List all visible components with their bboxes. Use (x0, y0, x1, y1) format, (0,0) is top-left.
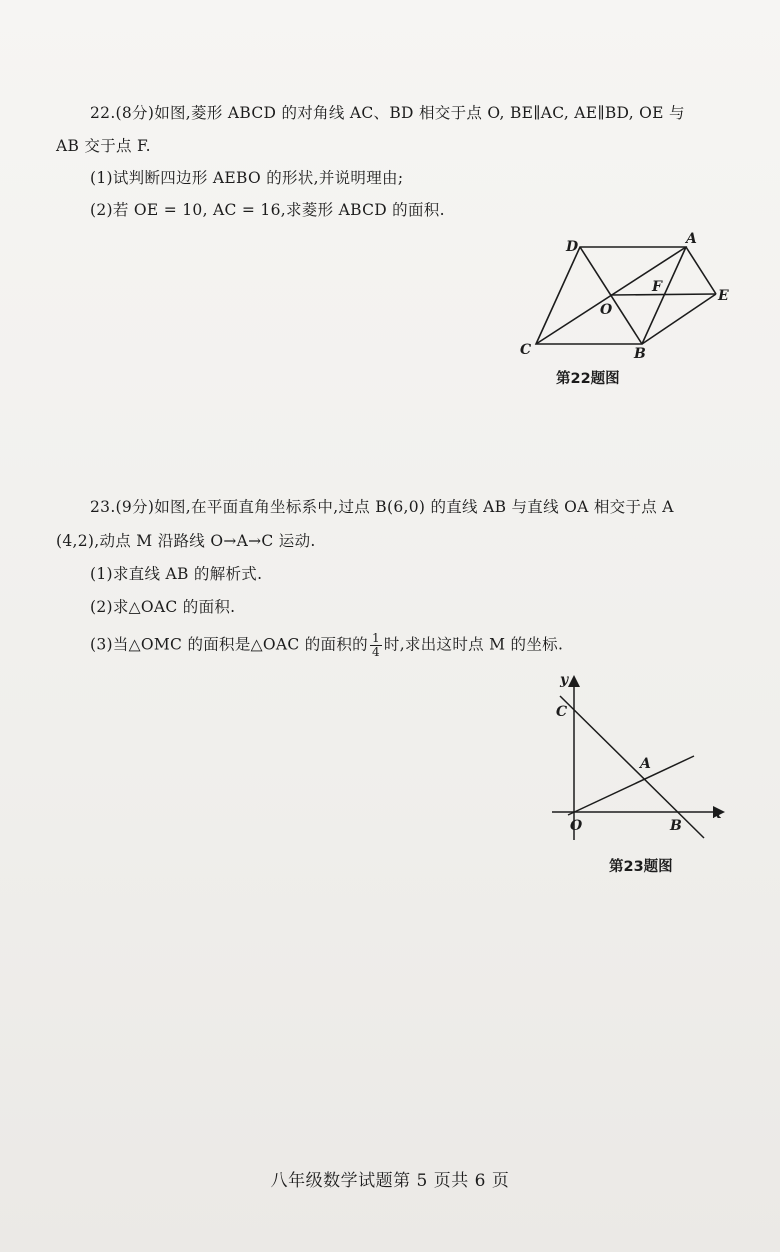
line-oa (568, 756, 694, 815)
q22-part1: (1)试判断四边形 AEBO 的形状,并说明理由; (90, 169, 404, 187)
label-c: C (520, 342, 532, 358)
label-e: E (718, 288, 729, 304)
segment-ae (686, 247, 716, 294)
label-b: B (634, 346, 646, 362)
segment-oe (611, 294, 716, 295)
q23-line1: 23.(9分)如图,在平面直角坐标系中,过点 B(6,0) 的直线 AB 与直线 OA 相交于点 A (90, 498, 674, 516)
label-a: A (686, 232, 697, 247)
line-ab (560, 696, 704, 838)
q22-figure (510, 232, 740, 362)
fraction-one-quarter (370, 632, 382, 659)
q23-part2: (2)求△OAC 的面积. (90, 598, 236, 616)
label-o: O (570, 818, 583, 834)
q22-caption: 第22题图 (556, 371, 620, 387)
q23-caption: 第23题图 (609, 859, 673, 875)
q23-part3 (90, 632, 563, 659)
q22-line2: AB 交于点 F. (56, 137, 151, 155)
fraction-denominator: 4 (371, 645, 380, 659)
label-d: D (566, 239, 579, 255)
label-c: C (556, 704, 568, 720)
q22-part2: (2)若 OE = 10, AC = 16,求菱形 ABCD 的面积. (90, 201, 445, 219)
page-footer: 八年级数学试题第 5 页共 6 页 (270, 1171, 510, 1191)
q22-line1: 22.(8分)如图,菱形 ABCD 的对角线 AC、BD 相交于点 O, BE∥AC, AE∥BD, OE 与 (90, 104, 685, 122)
label-a: A (640, 756, 651, 772)
fraction-numerator: 1 (371, 631, 380, 645)
label-f: F (652, 279, 662, 295)
label-x: x (713, 806, 722, 822)
label-b: B (670, 818, 682, 834)
q23-part3-prefix: (3)当△OMC 的面积是△OAC 的面积的 (90, 635, 368, 654)
q23-line2: (4,2),动点 M 沿路线 O→A→C 运动. (56, 532, 316, 550)
label-y: y (560, 672, 569, 688)
q23-figure (546, 668, 736, 850)
q23-part1: (1)求直线 AB 的解析式. (90, 565, 263, 583)
label-o: O (600, 302, 613, 318)
q23-part3-suffix: 时,求出这时点 M 的坐标. (383, 635, 564, 654)
